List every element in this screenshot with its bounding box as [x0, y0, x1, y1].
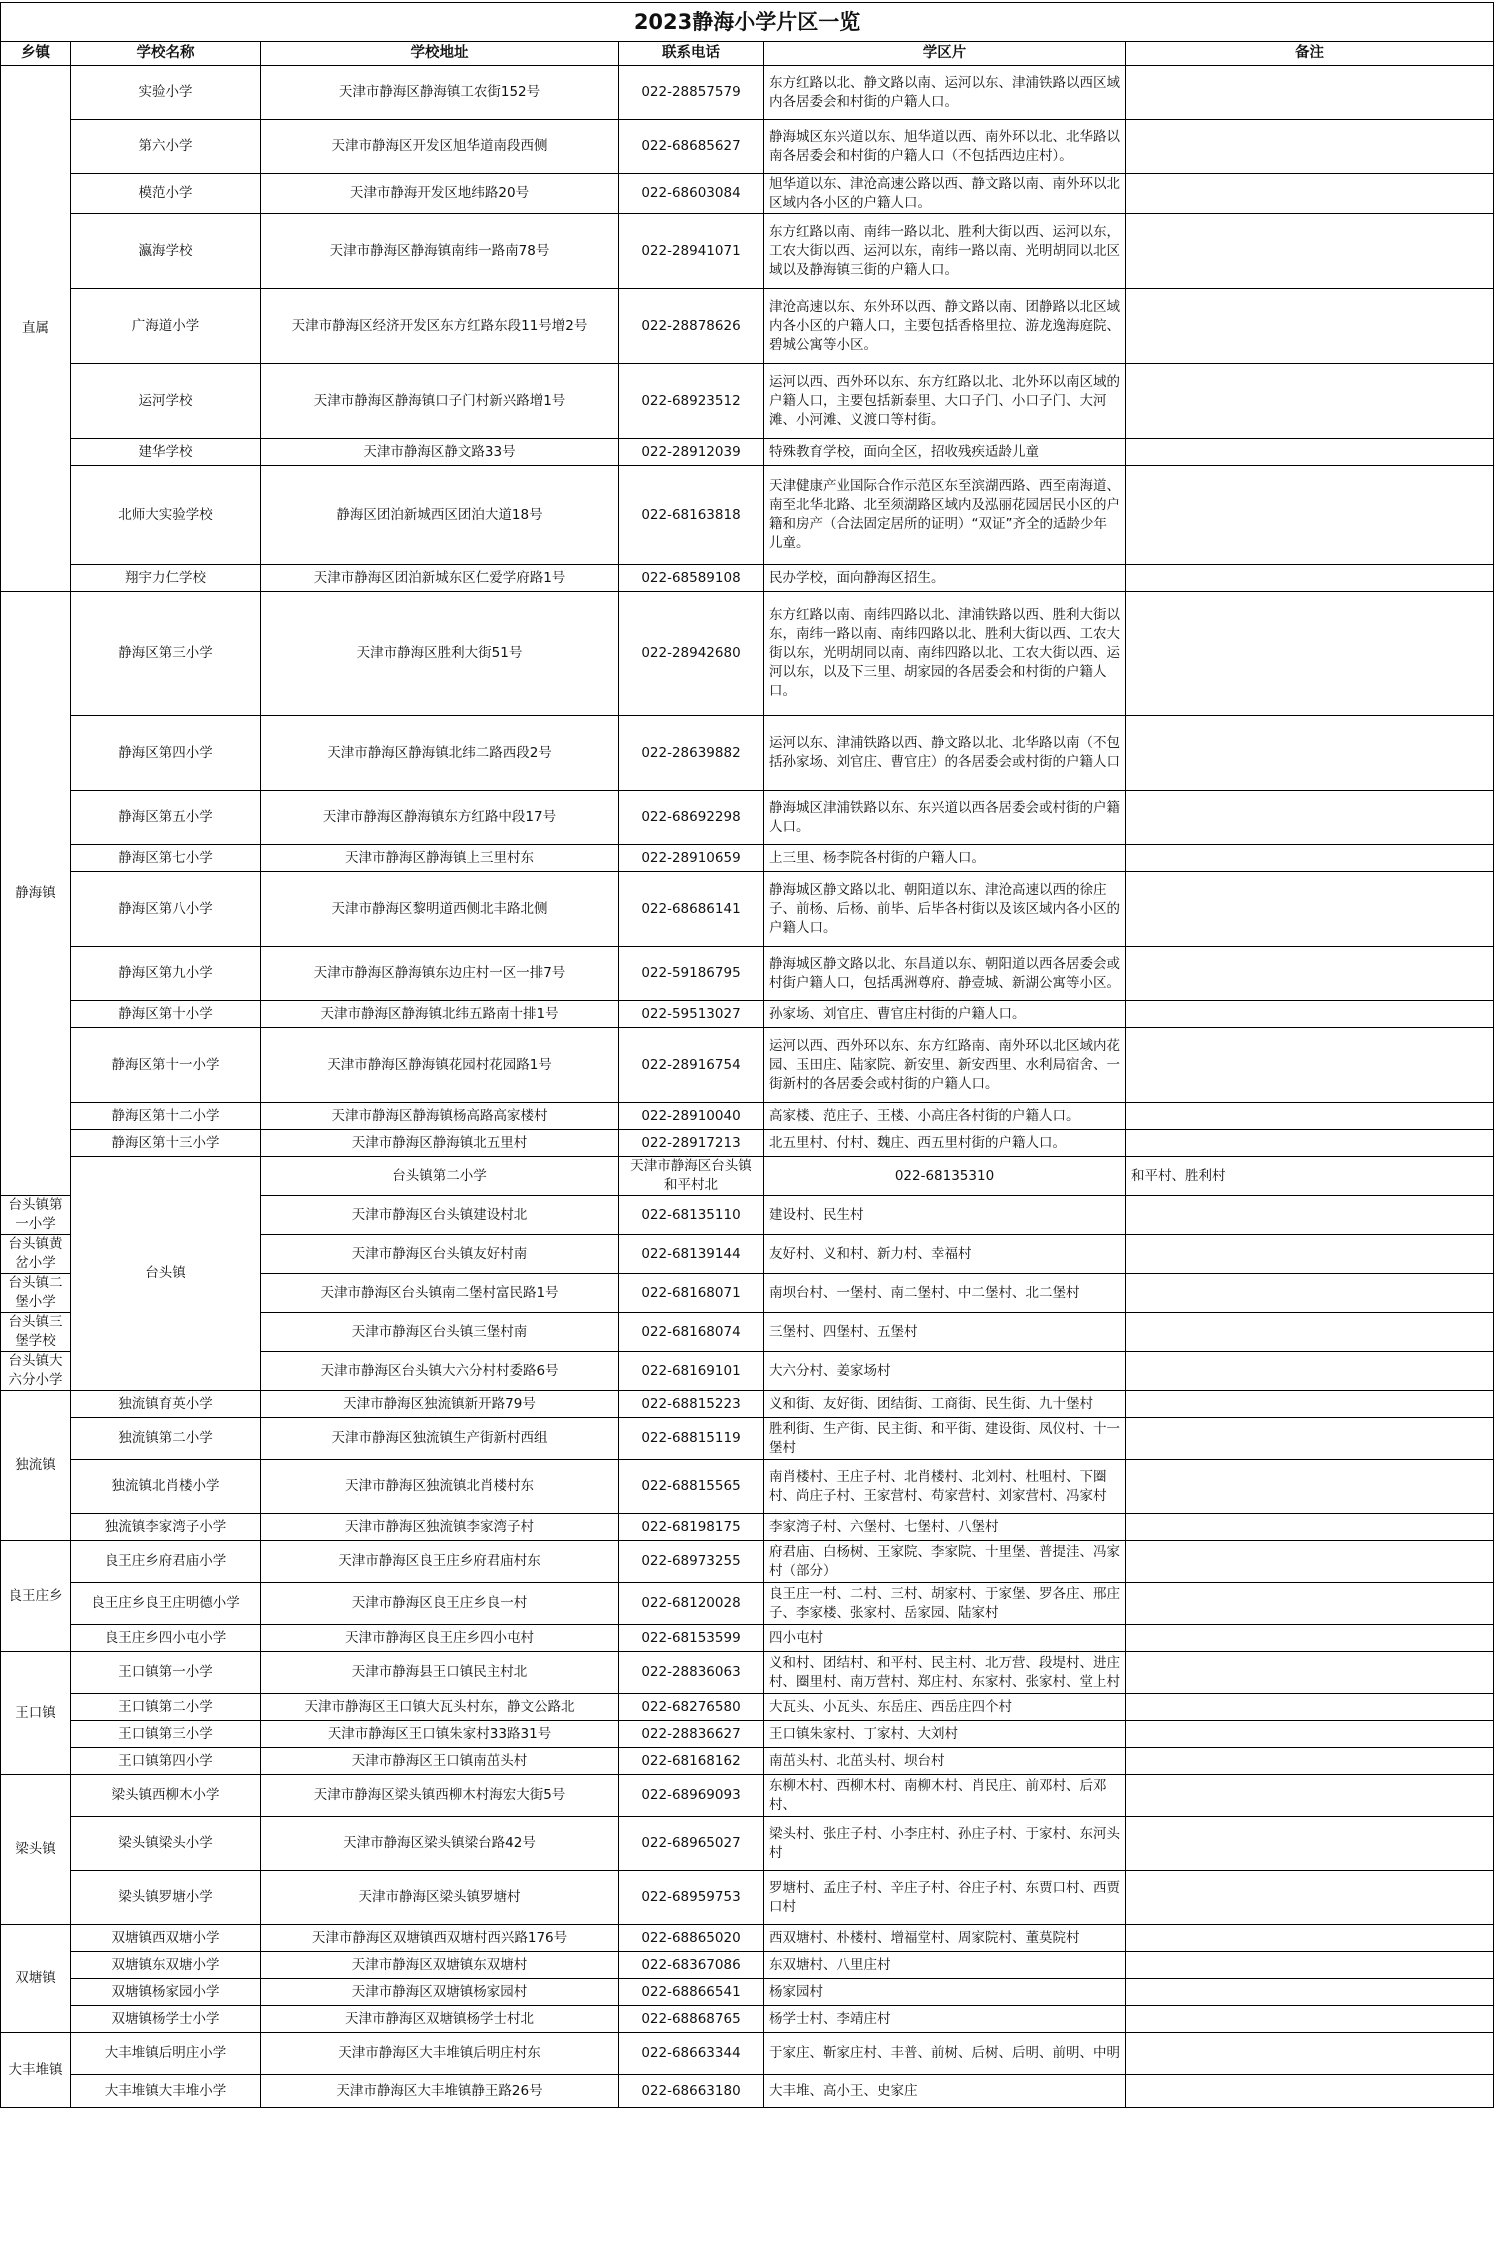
address-cell: 天津市静海区静海镇北纬二路西段2号	[261, 716, 619, 791]
phone-cell: 022-28836627	[619, 1721, 764, 1748]
note-cell	[1126, 1460, 1494, 1514]
phone-cell: 022-68139144	[619, 1235, 764, 1274]
note-cell	[1126, 1775, 1494, 1817]
note-cell	[1126, 1583, 1494, 1625]
header-school: 学校名称	[71, 42, 261, 66]
header-row	[1, 42, 1494, 66]
district-cell: 四小屯村	[764, 1625, 1126, 1652]
note-cell	[1126, 1352, 1494, 1391]
district-cell: 上三里、杨李院各村街的户籍人口。	[764, 845, 1126, 872]
district-cell: 胜利街、生产街、民主街、和平街、建设街、凤仪村、十一堡村	[764, 1418, 1126, 1460]
district-cell: 府君庙、白杨树、王家院、李家院、十里堡、普提洼、冯家村（部分）	[764, 1541, 1126, 1583]
school-name-cell: 独流镇第二小学	[71, 1418, 261, 1460]
table-row	[1, 1925, 1494, 1952]
school-name-cell: 双塘镇东双塘小学	[71, 1952, 261, 1979]
address-cell: 天津市静海区静海镇杨高路高家楼村	[261, 1103, 619, 1130]
table-body	[1, 66, 1494, 2108]
phone-cell: 022-68153599	[619, 1625, 764, 1652]
district-cell: 东方红路以南、南纬四路以北、津浦铁路以西、胜利大街以东，南纬一路以南、南纬四路以北、胜利大街以西、工农大街以东，光明胡同以南、南纬四路以北、工农大街以西、运河以东，以及下三里、胡家园的各居委会和村街的户籍人口。	[764, 592, 1126, 716]
address-cell: 天津市静海区静海镇东边庄村一区一排7号	[261, 947, 619, 1001]
note-cell	[1126, 1130, 1494, 1157]
school-name-cell: 模范小学	[71, 174, 261, 214]
note-cell	[1126, 1721, 1494, 1748]
school-name-cell: 台头镇第二小学	[261, 1157, 619, 1196]
district-cell: 义和街、友好街、团结街、工商街、民生街、九十堡村	[764, 1391, 1126, 1418]
table-row	[1, 66, 1494, 120]
table-row	[1, 1391, 1494, 1418]
table-row	[1, 716, 1494, 791]
school-name-cell: 静海区第九小学	[71, 947, 261, 1001]
address-cell: 天津市静海区静海镇北五里村	[261, 1130, 619, 1157]
school-name-cell: 双塘镇西双塘小学	[71, 1925, 261, 1952]
note-cell	[1126, 947, 1494, 1001]
address-cell: 天津市静海区王口镇朱家村33路31号	[261, 1721, 619, 1748]
school-name-cell: 良王庄乡四小屯小学	[71, 1625, 261, 1652]
district-cell: 和平村、胜利村	[1126, 1157, 1494, 1196]
address-cell: 天津市静海区良王庄乡良一村	[261, 1583, 619, 1625]
district-cell: 杨学士村、李靖庄村	[764, 2006, 1126, 2033]
table-row	[1, 1721, 1494, 1748]
school-name-cell: 王口镇第二小学	[71, 1694, 261, 1721]
address-cell: 天津市静海区静海镇东方红路中段17号	[261, 791, 619, 845]
note-cell	[1126, 1541, 1494, 1583]
note-cell	[1126, 1514, 1494, 1541]
phone-cell: 022-68589108	[619, 565, 764, 592]
district-cell: 李家湾子村、六堡村、七堡村、八堡村	[764, 1514, 1126, 1541]
district-cell: 北五里村、付村、魏庄、西五里村街的户籍人口。	[764, 1130, 1126, 1157]
address-cell: 天津市静海区台头镇南二堡村富民路1号	[261, 1274, 619, 1313]
note-cell	[1126, 845, 1494, 872]
header-address: 学校地址	[261, 42, 619, 66]
table-row	[1, 2033, 1494, 2075]
header-town: 乡镇	[1, 42, 71, 66]
phone-cell: 022-68168162	[619, 1748, 764, 1775]
district-cell: 杨家园村	[764, 1979, 1126, 2006]
note-cell	[1126, 872, 1494, 947]
note-cell	[1126, 174, 1494, 214]
note-cell	[1126, 466, 1494, 565]
address-cell: 天津市静海区双塘镇杨学士村北	[261, 2006, 619, 2033]
address-cell: 天津市静海区梁头镇罗塘村	[261, 1871, 619, 1925]
table-row	[1, 1652, 1494, 1694]
address-cell: 天津市静海区独流镇李家湾子村	[261, 1514, 619, 1541]
note-cell	[1126, 716, 1494, 791]
school-name-cell: 台头镇黄岔小学	[1, 1235, 71, 1274]
address-cell: 天津市静海开发区地纬路20号	[261, 174, 619, 214]
address-cell: 天津市静海区双塘镇杨家园村	[261, 1979, 619, 2006]
address-cell: 天津市静海区静海镇北纬五路南十排1号	[261, 1001, 619, 1028]
note-cell	[1126, 1694, 1494, 1721]
table-row	[1, 1541, 1494, 1583]
school-name-cell: 静海区第八小学	[71, 872, 261, 947]
district-cell: 静海城区静文路以北、东昌道以东、朝阳道以西各居委会或村街户籍人口，包括禹洲尊府、静壹城、新湖公寓等小区。	[764, 947, 1126, 1001]
district-cell: 旭华道以东、津沧高速公路以西、静文路以南、南外环以北区域内各小区的户籍人口。	[764, 174, 1126, 214]
phone-cell: 022-59513027	[619, 1001, 764, 1028]
school-name-cell: 双塘镇杨学士小学	[71, 2006, 261, 2033]
district-cell: 梁头村、张庄子村、小李庄村、孙庄子村、于家村、东河头村	[764, 1817, 1126, 1871]
address-cell: 天津市静海区大丰堆镇后明庄村东	[261, 2033, 619, 2075]
town-cell: 直属	[1, 66, 71, 592]
phone-cell: 022-68868765	[619, 2006, 764, 2033]
district-cell: 良王庄一村、二村、三村、胡家村、于家堡、罗各庄、邢庄子、李家楼、张家村、岳家园、陆家村	[764, 1583, 1126, 1625]
note-cell	[1126, 565, 1494, 592]
district-cell: 大六分村、姜家场村	[764, 1352, 1126, 1391]
address-cell: 天津市静海区台头镇大六分村村委路6号	[261, 1352, 619, 1391]
phone-cell: 022-68686141	[619, 872, 764, 947]
district-cell: 建设村、民生村	[764, 1196, 1126, 1235]
address-cell: 天津市静海区王口镇南茁头村	[261, 1748, 619, 1775]
table-row	[1, 1514, 1494, 1541]
table-row	[1, 1583, 1494, 1625]
phone-cell: 022-68969093	[619, 1775, 764, 1817]
address-cell: 天津市静海区静海镇口子门村新兴路增1号	[261, 364, 619, 439]
table-row	[1, 791, 1494, 845]
note-cell	[1126, 1748, 1494, 1775]
address-cell: 天津市静海区静海镇花园村花园路1号	[261, 1028, 619, 1103]
phone-cell: 022-68168074	[619, 1313, 764, 1352]
table-row	[1, 466, 1494, 565]
phone-cell: 022-28878626	[619, 289, 764, 364]
table-row	[1, 2006, 1494, 2033]
table-row	[1, 845, 1494, 872]
school-name-cell: 广海道小学	[71, 289, 261, 364]
phone-cell: 022-68923512	[619, 364, 764, 439]
school-name-cell: 独流镇李家湾子小学	[71, 1514, 261, 1541]
phone-cell: 022-68135110	[619, 1196, 764, 1235]
school-name-cell: 静海区第十小学	[71, 1001, 261, 1028]
school-name-cell: 王口镇第三小学	[71, 1721, 261, 1748]
note-cell	[1126, 364, 1494, 439]
district-cell: 义和村、团结村、和平村、民主村、北万营、段堤村、进庄村、圈里村、南万营村、郑庄村、东家村、张家村、堂上村	[764, 1652, 1126, 1694]
note-cell	[1126, 289, 1494, 364]
address-cell: 天津市静海区台头镇和平村北	[619, 1157, 764, 1196]
address-cell: 天津市静海区台头镇友好村南	[261, 1235, 619, 1274]
phone-cell: 022-68367086	[619, 1952, 764, 1979]
table-row	[1, 1157, 1494, 1196]
phone-cell: 022-68603084	[619, 174, 764, 214]
phone-cell: 022-68198175	[619, 1514, 764, 1541]
address-cell: 天津市静海区独流镇新开路79号	[261, 1391, 619, 1418]
table-row	[1, 1103, 1494, 1130]
school-name-cell: 独流镇北肖楼小学	[71, 1460, 261, 1514]
table-row	[1, 1418, 1494, 1460]
district-cell: 大瓦头、小瓦头、东岳庄、西岳庄四个村	[764, 1694, 1126, 1721]
phone-cell: 022-68692298	[619, 791, 764, 845]
table-row	[1, 1817, 1494, 1871]
header-district: 学区片	[764, 42, 1126, 66]
school-name-cell: 建华学校	[71, 439, 261, 466]
note-cell	[1126, 1103, 1494, 1130]
school-name-cell: 运河学校	[71, 364, 261, 439]
address-cell: 天津市静海区静海镇南纬一路南78号	[261, 214, 619, 289]
school-district-table	[0, 2, 1494, 2108]
note-cell	[1126, 2075, 1494, 2108]
note-cell	[1126, 1625, 1494, 1652]
district-cell: 东方红路以南、南纬一路以北、胜利大街以西、运河以东，工农大街以西、运河以东，南纬一路以南、光明胡同以北区域以及静海镇三街的户籍人口。	[764, 214, 1126, 289]
phone-cell: 022-68685627	[619, 120, 764, 174]
note-cell	[1126, 2033, 1494, 2075]
phone-cell: 022-68865020	[619, 1925, 764, 1952]
district-cell: 民办学校，面向静海区招生。	[764, 565, 1126, 592]
note-cell	[1126, 66, 1494, 120]
note-cell	[1126, 1028, 1494, 1103]
note-cell	[1126, 1274, 1494, 1313]
table-row	[1, 1871, 1494, 1925]
phone-cell: 022-68120028	[619, 1583, 764, 1625]
school-name-cell: 台头镇大六分小学	[1, 1352, 71, 1391]
phone-cell: 022-68663344	[619, 2033, 764, 2075]
phone-cell: 022-28942680	[619, 592, 764, 716]
school-name-cell: 王口镇第四小学	[71, 1748, 261, 1775]
district-cell: 静海城区静文路以北、朝阳道以东、津沧高速以西的徐庄子、前杨、后杨、前毕、后毕各村街以及该区域内各小区的户籍人口。	[764, 872, 1126, 947]
district-cell: 东双塘村、八里庄村	[764, 1952, 1126, 1979]
table-row	[1, 1460, 1494, 1514]
school-name-cell: 双塘镇杨家园小学	[71, 1979, 261, 2006]
address-cell: 天津市静海区良王庄乡四小屯村	[261, 1625, 619, 1652]
note-cell	[1126, 120, 1494, 174]
phone-cell: 022-28836063	[619, 1652, 764, 1694]
phone-cell: 022-28639882	[619, 716, 764, 791]
address-cell: 天津市静海区双塘镇西双塘村西兴路176号	[261, 1925, 619, 1952]
note-cell	[1126, 791, 1494, 845]
phone-cell: 022-68959753	[619, 1871, 764, 1925]
town-cell: 王口镇	[1, 1652, 71, 1775]
school-name-cell: 台头镇三堡学校	[1, 1313, 71, 1352]
school-name-cell: 第六小学	[71, 120, 261, 174]
address-cell: 静海区团泊新城西区团泊大道18号	[261, 466, 619, 565]
town-cell: 大丰堆镇	[1, 2033, 71, 2108]
phone-cell: 022-68815119	[619, 1418, 764, 1460]
table-title: 2023静海小学片区一览	[1, 3, 1494, 42]
district-cell: 友好村、义和村、新力村、幸福村	[764, 1235, 1126, 1274]
district-cell: 运河以西、西外环以东、东方红路南、南外环以北区域内花园、玉田庄、陆家院、新安里、新安西里、水利局宿舍、一街新村的各居委会或村街的户籍人口。	[764, 1028, 1126, 1103]
phone-cell: 022-68866541	[619, 1979, 764, 2006]
district-cell: 于家庄、靳家庄村、丰普、前树、后树、后明、前明、中明	[764, 2033, 1126, 2075]
phone-cell: 022-28916754	[619, 1028, 764, 1103]
school-name-cell: 台头镇第一小学	[1, 1196, 71, 1235]
table-row	[1, 565, 1494, 592]
school-name-cell: 台头镇二堡小学	[1, 1274, 71, 1313]
note-cell	[1126, 1235, 1494, 1274]
address-cell: 天津市静海区胜利大街51号	[261, 592, 619, 716]
address-cell: 天津市静海区经济开发区东方红路东段11号增2号	[261, 289, 619, 364]
district-cell: 王口镇朱家村、丁家村、大刘村	[764, 1721, 1126, 1748]
note-cell	[1126, 1979, 1494, 2006]
header-note: 备注	[1126, 42, 1494, 66]
table-row	[1, 364, 1494, 439]
school-name-cell: 静海区第七小学	[71, 845, 261, 872]
district-cell: 东柳木村、西柳木村、南柳木村、肖民庄、前邓村、后邓村、	[764, 1775, 1126, 1817]
table-row	[1, 1775, 1494, 1817]
address-cell: 天津市静海区王口镇大瓦头村东，静文公路北	[261, 1694, 619, 1721]
table-row	[1, 1001, 1494, 1028]
town-cell: 双塘镇	[1, 1925, 71, 2033]
school-name-cell: 静海区第四小学	[71, 716, 261, 791]
phone-cell: 022-68663180	[619, 2075, 764, 2108]
table-row	[1, 1625, 1494, 1652]
note-cell	[1126, 1871, 1494, 1925]
phone-cell: 022-28857579	[619, 66, 764, 120]
address-cell: 天津市静海区双塘镇东双塘村	[261, 1952, 619, 1979]
note-cell	[1126, 1418, 1494, 1460]
table-row	[1, 872, 1494, 947]
note-cell	[1126, 214, 1494, 289]
school-name-cell: 静海区第十一小学	[71, 1028, 261, 1103]
town-cell: 梁头镇	[1, 1775, 71, 1925]
town-cell: 静海镇	[1, 592, 71, 1196]
phone-cell: 022-68815223	[619, 1391, 764, 1418]
school-name-cell: 瀛海学校	[71, 214, 261, 289]
address-cell: 天津市静海区台头镇三堡村南	[261, 1313, 619, 1352]
note-cell	[1126, 1001, 1494, 1028]
town-cell: 良王庄乡	[1, 1541, 71, 1652]
phone-cell: 022-68276580	[619, 1694, 764, 1721]
school-name-cell: 翔宇力仁学校	[71, 565, 261, 592]
school-name-cell: 梁头镇西柳木小学	[71, 1775, 261, 1817]
school-name-cell: 静海区第十二小学	[71, 1103, 261, 1130]
table-row	[1, 2075, 1494, 2108]
district-cell: 静海城区津浦铁路以东、东兴道以西各居委会或村街的户籍人口。	[764, 791, 1126, 845]
table-row	[1, 214, 1494, 289]
table-row	[1, 1748, 1494, 1775]
table-row	[1, 592, 1494, 716]
district-cell: 运河以西、西外环以东、东方红路以北、北外环以南区域的户籍人口，主要包括新泰里、大口子门、小口子门、大河滩、小河滩、义渡口等村街。	[764, 364, 1126, 439]
school-name-cell: 北师大实验学校	[71, 466, 261, 565]
address-cell: 天津市静海区静文路33号	[261, 439, 619, 466]
phone-cell: 022-28910659	[619, 845, 764, 872]
district-cell: 津沧高速以东、东外环以西、静文路以南、团静路以北区域内各小区的户籍人口，主要包括香格里拉、游龙逸海庭院、碧城公寓等小区。	[764, 289, 1126, 364]
district-cell: 运河以东、津浦铁路以西、静文路以北、北华路以南（不包括孙家场、刘官庄、曹官庄）的各居委会或村街的户籍人口	[764, 716, 1126, 791]
note-cell	[1126, 1817, 1494, 1871]
school-name-cell: 静海区第五小学	[71, 791, 261, 845]
phone-cell: 022-68168071	[619, 1274, 764, 1313]
school-name-cell: 大丰堆镇大丰堆小学	[71, 2075, 261, 2108]
school-name-cell: 梁头镇罗塘小学	[71, 1871, 261, 1925]
town-cell: 台头镇	[71, 1157, 261, 1391]
school-name-cell: 良王庄乡府君庙小学	[71, 1541, 261, 1583]
table-row	[1, 1130, 1494, 1157]
header-phone: 联系电话	[619, 42, 764, 66]
district-cell: 高家楼、范庄子、王楼、小高庄各村街的户籍人口。	[764, 1103, 1126, 1130]
school-name-cell: 王口镇第一小学	[71, 1652, 261, 1694]
district-cell: 南坝台村、一堡村、南二堡村、中二堡村、北二堡村	[764, 1274, 1126, 1313]
phone-cell: 022-28941071	[619, 214, 764, 289]
school-name-cell: 静海区第十三小学	[71, 1130, 261, 1157]
district-cell: 特殊教育学校，面向全区，招收残疾适龄儿童	[764, 439, 1126, 466]
phone-cell: 022-28912039	[619, 439, 764, 466]
school-name-cell: 梁头镇梁头小学	[71, 1817, 261, 1871]
phone-cell: 022-59186795	[619, 947, 764, 1001]
school-name-cell: 静海区第三小学	[71, 592, 261, 716]
district-cell: 静海城区东兴道以东、旭华道以西、南外环以北、北华路以南各居委会和村街的户籍人口（不包括西边庄村）。	[764, 120, 1126, 174]
school-name-cell: 大丰堆镇后明庄小学	[71, 2033, 261, 2075]
address-cell: 天津市静海区黎明道西侧北丰路北侧	[261, 872, 619, 947]
district-cell: 孙家场、刘官庄、曹官庄村街的户籍人口。	[764, 1001, 1126, 1028]
table-row	[1, 289, 1494, 364]
district-cell: 三堡村、四堡村、五堡村	[764, 1313, 1126, 1352]
address-cell: 天津市静海区梁头镇梁台路42号	[261, 1817, 619, 1871]
phone-cell: 022-68135310	[764, 1157, 1126, 1196]
town-cell: 独流镇	[1, 1391, 71, 1541]
address-cell: 天津市静海区静海镇工农街152号	[261, 66, 619, 120]
note-cell	[1126, 1652, 1494, 1694]
table-row	[1, 1694, 1494, 1721]
note-cell	[1126, 1196, 1494, 1235]
address-cell: 天津市静海区独流镇北肖楼村东	[261, 1460, 619, 1514]
note-cell	[1126, 1313, 1494, 1352]
address-cell: 天津市静海区良王庄乡府君庙村东	[261, 1541, 619, 1583]
address-cell: 天津市静海区团泊新城东区仁爱学府路1号	[261, 565, 619, 592]
district-cell: 东方红路以北、静文路以南、运河以东、津浦铁路以西区域内各居委会和村街的户籍人口。	[764, 66, 1126, 120]
address-cell: 天津市静海区大丰堆镇静王路26号	[261, 2075, 619, 2108]
note-cell	[1126, 1391, 1494, 1418]
title-row	[1, 3, 1494, 42]
district-cell: 南肖楼村、王庄子村、北肖楼村、北刘村、杜咀村、下圈村、尚庄子村、王家营村、苟家营村、刘家营村、冯家村	[764, 1460, 1126, 1514]
school-name-cell: 实验小学	[71, 66, 261, 120]
address-cell: 天津市静海区开发区旭华道南段西侧	[261, 120, 619, 174]
note-cell	[1126, 2006, 1494, 2033]
note-cell	[1126, 1925, 1494, 1952]
address-cell: 天津市静海县王口镇民主村北	[261, 1652, 619, 1694]
phone-cell: 022-28917213	[619, 1130, 764, 1157]
phone-cell: 022-68163818	[619, 466, 764, 565]
note-cell	[1126, 592, 1494, 716]
district-cell: 大丰堆、高小王、史家庄	[764, 2075, 1126, 2108]
phone-cell: 022-28910040	[619, 1103, 764, 1130]
note-cell	[1126, 439, 1494, 466]
phone-cell: 022-68169101	[619, 1352, 764, 1391]
address-cell: 天津市静海区台头镇建设村北	[261, 1196, 619, 1235]
phone-cell: 022-68815565	[619, 1460, 764, 1514]
table-row	[1, 947, 1494, 1001]
table-row	[1, 1979, 1494, 2006]
note-cell	[1126, 1952, 1494, 1979]
address-cell: 天津市静海区静海镇上三里村东	[261, 845, 619, 872]
address-cell: 天津市静海区独流镇生产街新村西组	[261, 1418, 619, 1460]
district-cell: 西双塘村、朴楼村、增福堂村、周家院村、董莫院村	[764, 1925, 1126, 1952]
district-cell: 天津健康产业国际合作示范区东至滨湖西路、西至南海道、南至北华北路、北至须湖路区域内及泓丽花园居民小区的户籍和房产（合法固定居所的证明）“双证”齐全的适龄少年儿童。	[764, 466, 1126, 565]
district-cell: 南茁头村、北茁头村、坝台村	[764, 1748, 1126, 1775]
phone-cell: 022-68965027	[619, 1817, 764, 1871]
table-row	[1, 1952, 1494, 1979]
school-name-cell: 良王庄乡良王庄明德小学	[71, 1583, 261, 1625]
table-row	[1, 1028, 1494, 1103]
table-row	[1, 439, 1494, 466]
address-cell: 天津市静海区梁头镇西柳木村海宏大街5号	[261, 1775, 619, 1817]
district-cell: 罗塘村、孟庄子村、辛庄子村、谷庄子村、东贾口村、西贾口村	[764, 1871, 1126, 1925]
phone-cell: 022-68973255	[619, 1541, 764, 1583]
school-name-cell: 独流镇育英小学	[71, 1391, 261, 1418]
table-row	[1, 174, 1494, 214]
table-row	[1, 120, 1494, 174]
